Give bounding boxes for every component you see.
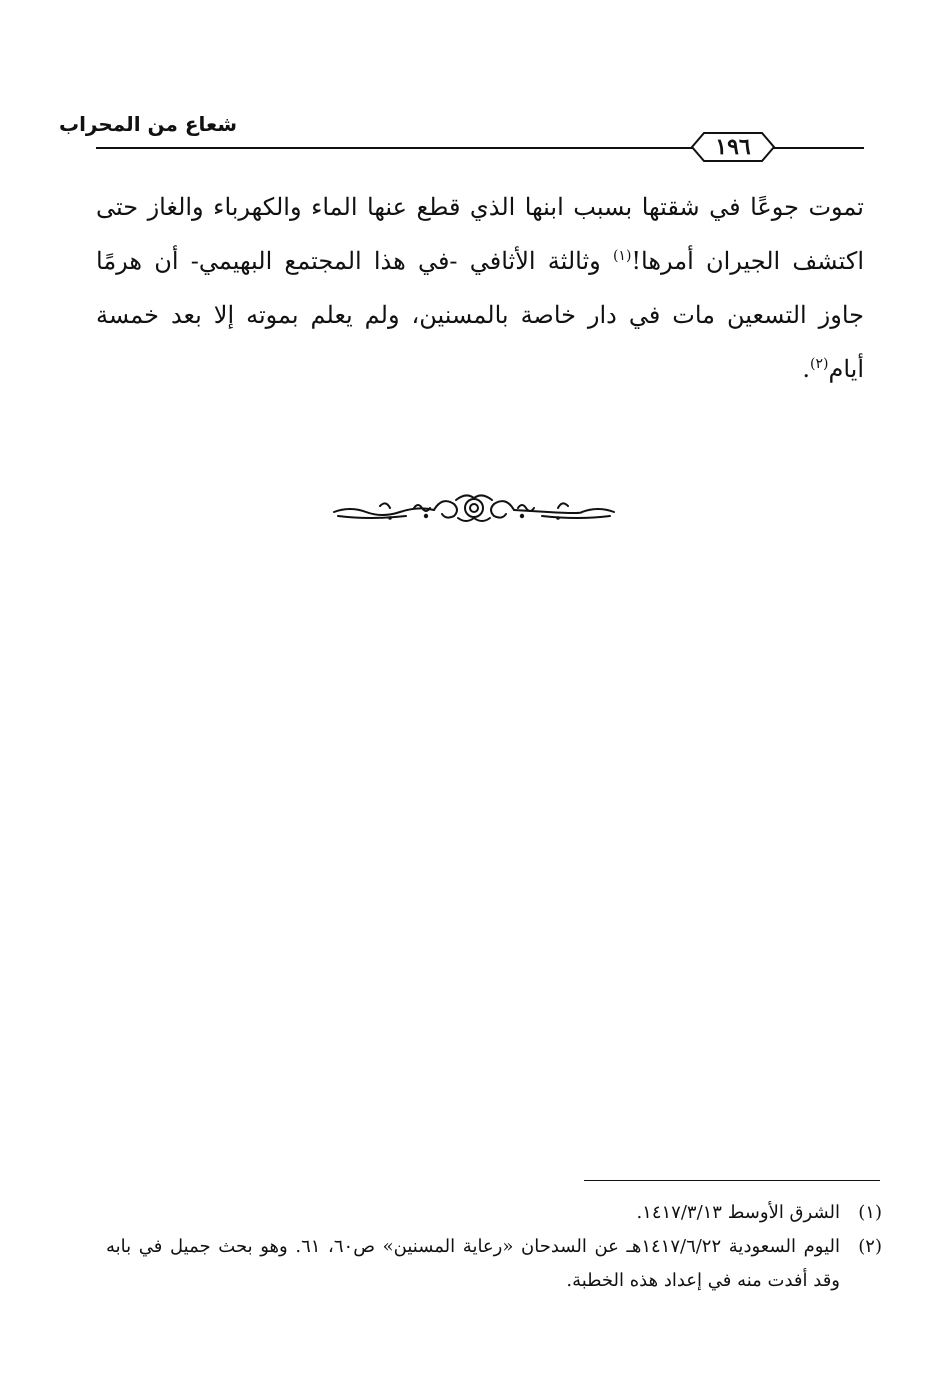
body-paragraph bbox=[96, 180, 864, 396]
section-divider-ornament-icon bbox=[330, 488, 618, 528]
footnote-2 bbox=[106, 1230, 882, 1298]
footnote-text: الشرق الأوسط ١٤١٧/٣/١٣. bbox=[636, 1202, 840, 1223]
body-text bbox=[96, 180, 864, 396]
footnote-number: (١) bbox=[858, 1202, 882, 1223]
body-text-part2: وثالثة الأثافي -في هذا المجتمع البهيمي- أن هرمًا جاوز التسعين مات في دار خاصة بالمسنين، ولم يعلم بموته إلا بعد خمسة أيام bbox=[96, 247, 864, 383]
body-text-part1: تموت جوعًا في شقتها بسبب ابنها الذي قطع عنها الماء والكهرباء والغاز حتى اكتشف الجيران أمرها! bbox=[96, 193, 864, 275]
footnote-ref-1: (١) bbox=[612, 248, 632, 264]
footnote-text: اليوم السعودية ١٤١٧/٦/٢٢هـ عن السدحان «رعاية المسنين» ص٦٠، ٦١. وهو بحث جميل في بابه وقد أفدت منه في إعداد هذه الخطبة. bbox=[106, 1236, 840, 1291]
footnote-ref-2: (٢) bbox=[810, 356, 829, 372]
footnote-rule bbox=[584, 1180, 880, 1181]
page-number-frame bbox=[690, 130, 776, 164]
footnotes bbox=[106, 1196, 882, 1298]
body-text-end: . bbox=[802, 355, 810, 383]
footnote-number: (٢) bbox=[858, 1236, 882, 1257]
running-title: شعاع من المحراب bbox=[58, 112, 237, 136]
page-number: ١٩٦ bbox=[715, 134, 751, 160]
footnote-1 bbox=[106, 1196, 882, 1230]
